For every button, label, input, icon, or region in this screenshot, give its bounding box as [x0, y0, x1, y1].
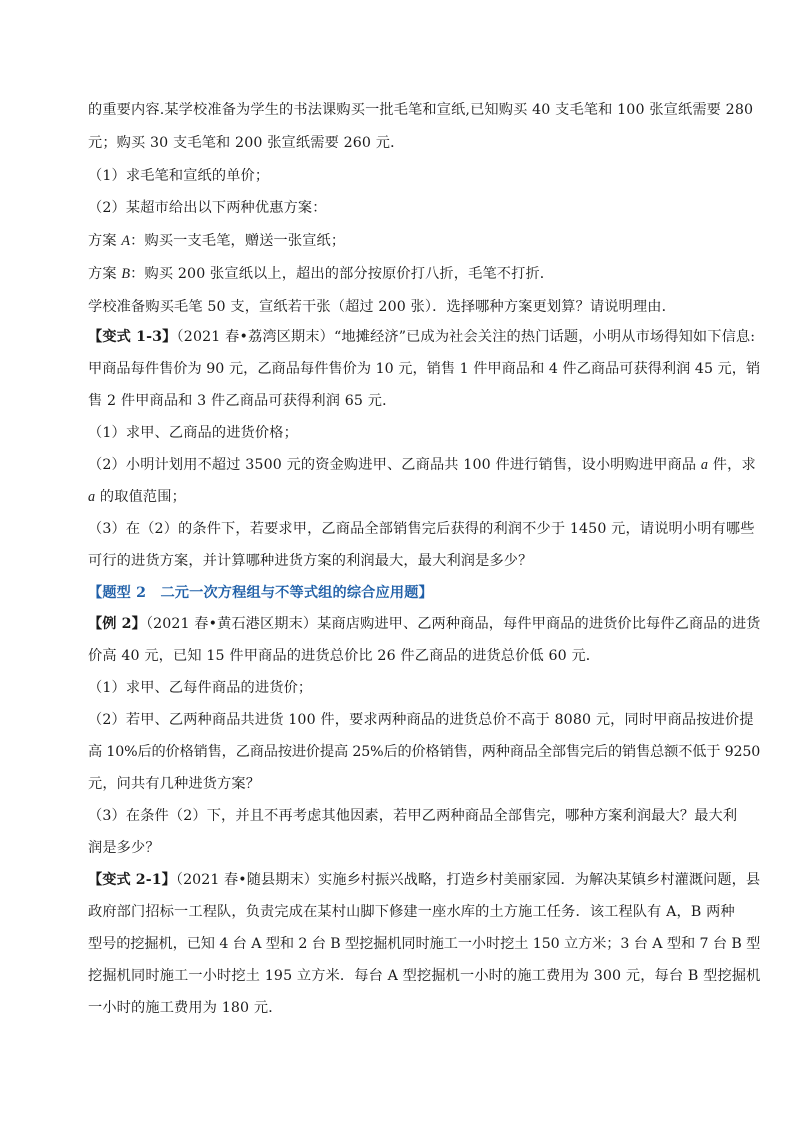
text-line: 高 10%后的价格销售，乙商品按进价提高 25%后的价格销售，两种商品全部售完后的销售总额不低于 9250 [88, 744, 761, 760]
option-text: ：购买 200 张宣纸以上，超出的部分按原价打八折，毛笔不打折． [130, 266, 555, 282]
text-line [88, 487, 186, 507]
option-prefix: 方案 [88, 233, 122, 249]
text-line: 元；购买 30 支毛笔和 200 张宣纸需要 260 元． [88, 135, 405, 151]
option-letter-b: B [121, 266, 131, 282]
variant-label: 【变式 2-1】 [88, 872, 176, 888]
question-part-1: （1）求毛笔和宣纸的单价； [88, 168, 270, 184]
text-span: 的取值范围； [95, 489, 186, 505]
example-source: （2021 春•黄石港区期末）某商店购进甲、乙两种商品，每件甲商品的进货价比每件乙商品的进货 [145, 616, 761, 632]
option-letter-a: A [121, 233, 131, 249]
text-line: 价高 40 元，已知 15 件甲商品的进货总价比 26 件乙商品的进货总价低 60 元． [88, 648, 601, 664]
variant-2-1-line [88, 870, 760, 890]
text-span: （2）小明计划用不超过 3500 元的资金购进甲、乙商品共 100 件进行销售，设小明购进甲商品 [88, 457, 701, 473]
question-part-3: （3）在（2）的条件下，若要求甲，乙商品全部销售完后获得的利润不少于 1450 元，请说明小明有哪些 [88, 521, 755, 537]
text-line: 政府部门招标一工程队，负责完成在某村山脚下修建一座水库的土方施工任务．该工程队有 A，B 两种 [88, 904, 735, 920]
question-part-2: （2）若甲、乙两种商品共进货 100 件，要求两种商品的进货总价不高于 8080 元，同时甲商品按进价提 [88, 712, 754, 728]
variant-label: 【变式 1-3】 [88, 329, 177, 345]
example-2-line [88, 614, 760, 634]
question-part-2 [88, 455, 756, 475]
variable-a: a [88, 489, 96, 505]
question-part-1: （1）求甲、乙商品的进货价格； [88, 425, 298, 441]
text-line: 挖掘机同时施工一小时挖土 195 立方米．每台 A 型挖掘机一小时的施工费用为 300 元，每台 B 型挖掘机 [88, 968, 761, 984]
section-heading: 【题型 2 二元一次方程组与不等式组的综合应用题】 [88, 585, 433, 601]
text-line: 一小时的施工费用为 180 元． [88, 1000, 283, 1016]
variant-source: （2021 春•随县期末）实施乡村振兴战略，打造乡村美丽家园．为解决某镇乡村灌溉问题，县 [175, 872, 761, 888]
question-part-3: （3）在条件（2）下，并且不再考虑其他因素，若甲乙两种商品全部售完，哪种方案利润最大？最大利 [88, 808, 738, 824]
text-line: 售 2 件甲商品和 3 件乙商品可获得利润 65 元． [88, 393, 397, 409]
option-b-line [88, 264, 554, 284]
variant-1-3-line [88, 327, 755, 347]
example-label: 【例 2】 [88, 616, 146, 632]
text-line: 可行的进货方案，并计算哪种进货方案的利润最大，最大利润是多少？ [88, 553, 533, 569]
text-line: 润是多少？ [88, 840, 160, 856]
text-line: 学校准备购买毛笔 50 支，宣纸若干张（超过 200 张）．选择哪种方案更划算？请说明理由． [88, 299, 676, 315]
variable-a: a [700, 457, 709, 473]
text-line: 元，问共有几种进货方案？ [88, 776, 261, 792]
option-text: ：购买一支毛笔，赠送一张宣纸； [130, 233, 346, 249]
question-part-2: （2）某超市给出以下两种优惠方案： [88, 200, 327, 216]
variant-source: （2021 春•荔湾区期末）“地摊经济”已成为社会关注的热门话题，小明从市场得知如下信息: [176, 329, 756, 345]
option-prefix: 方案 [88, 266, 122, 282]
text-line: 型号的挖掘机，已知 4 台 A 型和 2 台 B 型挖掘机同时施工一小时挖土 150 立方米；3 台 A 型和 7 台 B 型 [88, 936, 761, 952]
question-part-1: （1）求甲、乙每件商品的进货价； [88, 680, 313, 696]
text-span: 件，求 [708, 457, 756, 473]
text-line: 甲商品每件售价为 90 元，乙商品每件售价为 10 元，销售 1 件甲商品和 4 件乙商品可获得利润 45 元，销 [88, 361, 761, 377]
text-line: 的重要内容.某学校准备为学生的书法课购买一批毛笔和宣纸,已知购买 40 支毛笔和 100 张宣纸需要 280 [88, 102, 754, 118]
option-a-line [88, 231, 345, 251]
